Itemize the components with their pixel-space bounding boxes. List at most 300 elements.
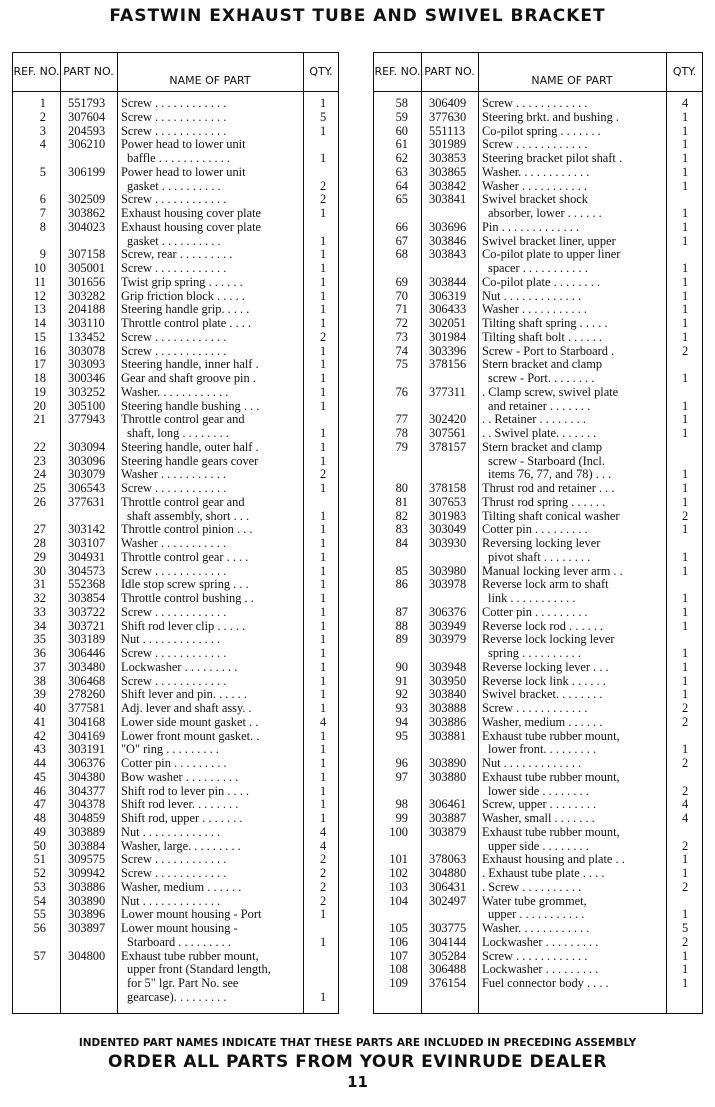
qty-cell: 1: [320, 357, 327, 372]
qty-cell: 2: [682, 756, 689, 770]
table-row: [374, 152, 702, 166]
qty-cell: 2: [320, 192, 327, 207]
table-row: [13, 207, 338, 221]
part-number-cell: 303889: [68, 824, 106, 839]
part-number-cell: 303142: [68, 522, 106, 537]
part-name-cell: Washer . . . . . . . . . . .: [121, 468, 226, 482]
qty-cell: 1: [320, 274, 327, 289]
table-row: [374, 482, 702, 496]
ref-cell: 54: [33, 893, 46, 908]
ref-cell: 39: [33, 687, 46, 702]
qty-cell: 1: [682, 742, 689, 757]
table-row: [374, 276, 702, 290]
part-name-cell: Steering handle, outer half .: [121, 440, 259, 454]
part-name-cell: Bow washer . . . . . . . . .: [121, 770, 239, 784]
part-name-cell: "O" ring . . . . . . . . .: [121, 743, 219, 757]
part-name-cell: Shift lever and pin. . . . . .: [121, 688, 247, 702]
table-row: [13, 771, 338, 785]
table-row: [13, 633, 338, 647]
qty-cell: 2: [320, 879, 327, 894]
qty-cell: 1: [682, 412, 689, 427]
part-name-cell: lower front. . . . . . . . .: [488, 743, 597, 757]
ref-cell: 61: [395, 137, 408, 152]
part-name-cell: Exhaust tube rubber mount,: [482, 825, 620, 839]
table-row: [13, 606, 338, 620]
table-row: [374, 207, 702, 221]
part-name-cell: Shift rod lever. . . . . . . .: [121, 798, 239, 812]
qty-cell: 1: [682, 522, 689, 537]
part-name-cell: upper . . . . . . . . . . .: [488, 908, 585, 922]
ref-cell: 29: [33, 549, 46, 564]
part-name-cell: Exhaust tube rubber mount,: [121, 949, 259, 963]
ref-cell: 2: [39, 109, 46, 124]
part-name-cell: Fuel connector body . . . .: [482, 977, 609, 990]
part-number-cell: 303881: [429, 728, 467, 743]
part-name-cell: Exhaust housing cover plate: [121, 207, 262, 220]
part-name-cell: Screw . . . . . . . . . . . .: [121, 482, 227, 495]
part-number-cell: 303930: [429, 536, 467, 550]
qty-cell: 1: [320, 673, 327, 688]
table-row: [374, 510, 702, 524]
qty-cell: 1: [682, 494, 689, 509]
ref-cell: 52: [33, 866, 46, 880]
part-name-cell: Cotter pin . . . . . . . . .: [482, 605, 588, 619]
part-name-cell: Grip friction block . . . . .: [121, 289, 245, 303]
parts-table-right: [373, 52, 703, 1014]
table-row: [374, 675, 702, 689]
ref-cell: 6: [39, 192, 46, 207]
qty-cell: 1: [320, 591, 327, 605]
part-name-cell: Throttle control gear and: [121, 495, 245, 509]
qty-cell: 2: [682, 934, 689, 949]
part-number-cell: 378158: [429, 481, 467, 495]
ref-cell: 31: [33, 577, 46, 592]
table-row: [13, 510, 338, 524]
qty-cell: 1: [682, 673, 689, 688]
part-number-cell: 303840: [429, 687, 467, 702]
part-name-cell: Washer, small . . . . . . .: [482, 812, 595, 825]
table-row: [13, 743, 338, 757]
ref-cell: 17: [33, 357, 46, 372]
qty-cell: 2: [320, 893, 327, 908]
table-row: [13, 413, 338, 427]
ref-cell: 65: [395, 192, 408, 207]
part-number-cell: 304023: [68, 219, 106, 234]
part-name-cell: Steering handle bushing . . .: [121, 399, 260, 413]
ref-cell: 84: [395, 536, 408, 550]
table-row: [13, 303, 338, 317]
table-row: [13, 551, 338, 565]
table-row: [374, 523, 702, 537]
part-name-cell: screw - Starboard (Incl.: [488, 454, 605, 468]
ref-cell: 57: [33, 948, 46, 963]
part-number-cell: 303282: [68, 288, 106, 303]
part-name-cell: Washer, large. . . . . . . . .: [121, 839, 241, 853]
part-name-cell: Shift rod, upper . . . . . . .: [121, 812, 243, 825]
qty-cell: 1: [320, 316, 327, 330]
part-number-cell: 305284: [429, 948, 467, 963]
part-name-cell: Reverse lock locking lever: [482, 633, 615, 647]
part-name-cell: Washer . . . . . . . . . . .: [482, 303, 587, 317]
ref-cell: 91: [395, 673, 408, 688]
part-name-cell: Twist grip spring . . . . . .: [121, 275, 243, 289]
table-row: [374, 922, 702, 936]
part-name-cell: Throttle control gear . . . .: [121, 550, 249, 564]
ref-cell: 70: [395, 288, 408, 303]
part-name-cell: Stern bracket and clamp: [482, 440, 603, 454]
ref-cell: 92: [395, 687, 408, 702]
part-number-cell: 307653: [429, 494, 467, 509]
page-number: 11: [347, 1073, 368, 1091]
qty-cell: 1: [320, 797, 327, 812]
qty-cell: 2: [682, 508, 689, 523]
part-name-cell: gearcase). . . . . . . . .: [127, 990, 227, 1004]
header-qty: QTY.: [309, 65, 333, 78]
table-row: [374, 248, 702, 262]
part-name-cell: Shift rod to lever pin . . . .: [121, 784, 250, 798]
part-name-cell: Cotter pin . . . . . . . . .: [121, 757, 227, 770]
qty-cell: 4: [320, 714, 327, 729]
part-number-cell: 278260: [68, 687, 106, 702]
table-row: [13, 152, 338, 166]
ref-cell: 96: [395, 756, 408, 770]
ref-cell: 27: [33, 522, 46, 537]
part-number-cell: 309575: [68, 852, 106, 867]
ref-cell: 58: [395, 96, 408, 110]
ref-cell: 108: [389, 962, 408, 977]
table-row: [374, 647, 702, 661]
table-row: [13, 496, 338, 510]
part-name-cell: Screw . . . . . . . . . . . .: [482, 702, 588, 715]
part-name-cell: Steering handle grip. . . . .: [121, 303, 250, 317]
ref-cell: 5: [39, 164, 46, 179]
part-number-cell: 309942: [68, 866, 106, 880]
part-name-cell: Lower side mount gasket . .: [121, 715, 259, 729]
parts-table-left: [12, 52, 339, 1014]
table-row: [374, 977, 702, 991]
table-row: [13, 867, 338, 881]
table-row: [374, 963, 702, 977]
footnote: INDENTED PART NAMES INDICATE THAT THESE PARTS ARE INCLUDED IN PRECEDING ASSEMBLY: [78, 1037, 637, 1049]
part-name-cell: link . . . . . . . . . . .: [488, 592, 576, 605]
part-number-cell: 551793: [68, 96, 106, 110]
part-number-cell: 303853: [429, 151, 467, 165]
part-name-cell: Exhaust housing and plate . .: [482, 853, 625, 867]
table-row: [374, 661, 702, 675]
table-row: [13, 991, 338, 1005]
table-row: [13, 757, 338, 771]
part-number-cell: 376154: [429, 976, 467, 990]
table-row: [13, 97, 338, 111]
table-row: [13, 730, 338, 744]
part-number-cell: 300346: [68, 371, 106, 385]
part-name-cell: Washer. . . . . . . . . . . .: [482, 922, 590, 935]
ref-cell: 28: [33, 536, 46, 550]
table-row: [13, 950, 338, 964]
part-name-cell: Thrust rod and retainer . . .: [482, 482, 615, 495]
table-row: [374, 97, 702, 111]
qty-cell: 1: [682, 219, 689, 234]
part-name-cell: Screw, rear . . . . . . . . .: [121, 248, 233, 262]
qty-cell: 1: [682, 329, 689, 344]
table-row: [374, 743, 702, 757]
part-name-cell: . Screw . . . . . . . . . .: [482, 880, 582, 894]
ref-cell: 99: [395, 811, 408, 825]
qty-cell: 4: [682, 797, 689, 812]
table-row: [374, 496, 702, 510]
part-name-cell: shaft assembly, short . . .: [127, 509, 250, 523]
part-number-cell: 303854: [68, 591, 106, 605]
ref-cell: 50: [33, 838, 46, 853]
part-number-cell: 302497: [429, 893, 467, 908]
qty-cell: 1: [320, 384, 327, 399]
qty-cell: 2: [682, 783, 689, 798]
part-name-cell: Lower mount housing - Port: [121, 908, 262, 922]
table-row: [374, 138, 702, 152]
part-name-cell: Screw . . . . . . . . . . . .: [121, 564, 227, 578]
part-name-cell: Reverse lock rod . . . . . .: [482, 619, 604, 633]
part-number-cell: 303844: [429, 274, 467, 289]
qty-cell: 1: [682, 604, 689, 619]
part-number-cell: 301989: [429, 137, 467, 152]
part-number-cell: 303862: [68, 206, 106, 220]
table-row: [13, 922, 338, 936]
part-number-cell: 303096: [68, 453, 106, 468]
qty-cell: 1: [682, 563, 689, 578]
part-name-cell: Co-pilot spring . . . . . . .: [482, 124, 601, 138]
part-number-cell: 303843: [429, 247, 467, 262]
part-name-cell: Co-pilot plate to upper liner: [482, 248, 621, 262]
ref-cell: 56: [33, 921, 46, 935]
qty-cell: 4: [320, 824, 327, 839]
ref-cell: 64: [395, 178, 408, 193]
ref-cell: 48: [33, 811, 46, 825]
ref-cell: 30: [33, 563, 46, 578]
part-number-cell: 306409: [429, 96, 467, 110]
qty-cell: 1: [320, 343, 327, 358]
part-number-cell: 304800: [68, 948, 106, 963]
qty-cell: 1: [682, 618, 689, 633]
ref-cell: 68: [395, 247, 408, 262]
part-number-cell: 306468: [68, 673, 106, 688]
ref-cell: 51: [33, 852, 46, 867]
part-number-cell: 304859: [68, 811, 106, 825]
qty-cell: 5: [682, 921, 689, 935]
table-row: [13, 372, 338, 386]
qty-cell: 1: [682, 659, 689, 674]
table-row: [374, 551, 702, 565]
table-row: [13, 908, 338, 922]
ref-cell: 53: [33, 879, 46, 894]
table-row: [374, 331, 702, 345]
table-row: [13, 290, 338, 304]
header-divider: [13, 91, 338, 92]
table-row: [374, 702, 702, 716]
part-name-cell: Thrust rod spring . . . . . .: [482, 495, 606, 509]
ref-cell: 63: [395, 164, 408, 179]
table-row: [13, 400, 338, 414]
part-number-cell: 552368: [68, 577, 106, 592]
ref-cell: 105: [389, 921, 408, 935]
ref-cell: 12: [33, 288, 46, 303]
part-number-cell: 303696: [429, 219, 467, 234]
ref-cell: 101: [389, 852, 408, 867]
part-name-cell: Stern bracket and clamp: [482, 358, 603, 372]
table-row: [13, 675, 338, 689]
ref-cell: 13: [33, 302, 46, 317]
part-name-cell: . Exhaust tube plate . . . .: [482, 867, 605, 880]
part-name-cell: Swivel bracket liner, upper: [482, 234, 616, 248]
qty-cell: 1: [320, 398, 327, 413]
qty-cell: 1: [320, 481, 327, 495]
header-qty: QTY.: [672, 65, 697, 78]
part-name-cell: Power head to lower unit: [121, 138, 246, 152]
ref-cell: 95: [395, 728, 408, 743]
part-number-cell: 303252: [68, 384, 106, 399]
qty-cell: 1: [682, 151, 689, 165]
qty-cell: 1: [682, 467, 689, 482]
ref-cell: 104: [389, 893, 408, 908]
table-row: [374, 798, 702, 812]
qty-cell: 1: [682, 426, 689, 440]
part-name-cell: Washer . . . . . . . . . . .: [482, 179, 587, 193]
ref-cell: 49: [33, 824, 46, 839]
table-row: [374, 235, 702, 249]
ref-cell: 38: [33, 673, 46, 688]
part-name-cell: and retainer . . . . . . .: [488, 399, 591, 413]
qty-cell: 2: [682, 879, 689, 894]
table-row: [374, 565, 702, 579]
part-number-cell: 306210: [68, 137, 106, 152]
ref-cell: 78: [395, 426, 408, 440]
part-number-cell: 306488: [429, 962, 467, 977]
table-row: [13, 427, 338, 441]
qty-cell: 1: [320, 522, 327, 537]
table-row: [13, 702, 338, 716]
ref-cell: 93: [395, 701, 408, 715]
table-row: [13, 853, 338, 867]
part-name-cell: Screw . . . . . . . . . . . .: [121, 330, 227, 344]
ref-cell: 24: [33, 467, 46, 482]
part-name-cell: Pin . . . . . . . . . . . . .: [482, 220, 580, 234]
part-name-cell: Screw . . . . . . . . . . . .: [121, 344, 227, 358]
part-name-cell: . . Retainer . . . . . . . .: [482, 413, 586, 427]
part-name-cell: Exhaust tube rubber mount,: [482, 729, 620, 743]
part-number-cell: 303841: [429, 192, 467, 207]
part-name-cell: Steering bracket pilot shaft .: [482, 152, 623, 165]
part-number-cell: 303980: [429, 563, 467, 578]
ref-cell: 109: [389, 976, 408, 990]
qty-cell: 1: [682, 274, 689, 289]
part-name-cell: Washer . . . . . . . . . . .: [121, 537, 226, 550]
qty-cell: 1: [682, 866, 689, 880]
ref-cell: 22: [33, 439, 46, 454]
part-name-cell: Screw . . . . . . . . . . . .: [482, 138, 588, 152]
ref-cell: 82: [395, 508, 408, 523]
ref-cell: 11: [34, 274, 46, 289]
ref-cell: 77: [395, 412, 408, 427]
ref-cell: 33: [33, 604, 46, 619]
ref-cell: 10: [33, 261, 46, 275]
qty-cell: 1: [320, 742, 327, 757]
part-number-cell: 305001: [68, 261, 106, 275]
ref-cell: 15: [33, 329, 46, 344]
part-name-cell: Starboard . . . . . . . . .: [127, 935, 231, 949]
ref-cell: 36: [33, 646, 46, 660]
table-row: [374, 757, 702, 771]
qty-cell: 1: [320, 151, 327, 165]
qty-cell: 1: [320, 288, 327, 303]
table-row: [13, 812, 338, 826]
ref-cell: 75: [395, 357, 408, 372]
part-name-cell: Washer. . . . . . . . . . . .: [482, 165, 590, 179]
part-number-cell: 204188: [68, 302, 106, 317]
part-name-cell: Tilting shaft spring . . . . .: [482, 317, 608, 330]
part-name-cell: Steering handle gears cover: [121, 454, 259, 468]
part-number-cell: 303887: [429, 811, 467, 825]
part-number-cell: 377631: [68, 494, 106, 509]
ref-cell: 98: [395, 797, 408, 812]
table-row: [374, 455, 702, 469]
qty-cell: 2: [682, 838, 689, 853]
header-part: PART NO.: [424, 65, 475, 78]
header-ref: REF. NO.: [374, 65, 421, 78]
qty-cell: 1: [682, 178, 689, 193]
ref-cell: 71: [395, 302, 408, 317]
part-number-cell: 301984: [429, 329, 467, 344]
qty-cell: 1: [320, 371, 327, 385]
part-number-cell: 303879: [429, 824, 467, 839]
table-row: [13, 345, 338, 359]
part-name-cell: . . Swivel plate. . . . . . .: [482, 427, 597, 440]
part-number-cell: 304931: [68, 549, 106, 564]
part-number-cell: 303886: [68, 879, 106, 894]
ref-cell: 35: [33, 632, 46, 647]
part-number-cell: 377311: [429, 384, 466, 399]
part-number-cell: 303886: [429, 714, 467, 729]
table-row: [13, 248, 338, 262]
ref-cell: 41: [33, 714, 46, 729]
ref-cell: 42: [33, 728, 46, 743]
qty-cell: 1: [320, 426, 327, 440]
qty-cell: 2: [320, 178, 327, 193]
qty-cell: 1: [682, 261, 689, 275]
part-name-cell: gasket . . . . . . . . . .: [127, 179, 221, 193]
ref-cell: 47: [33, 797, 46, 812]
qty-cell: 1: [682, 948, 689, 963]
part-name-cell: shaft, long . . . . . . . .: [127, 427, 229, 440]
qty-cell: 1: [682, 164, 689, 179]
table-row: [13, 166, 338, 180]
table-row: [13, 716, 338, 730]
part-name-cell: Screw, upper . . . . . . . .: [482, 798, 597, 812]
qty-cell: 1: [320, 646, 327, 660]
qty-cell: 1: [682, 288, 689, 303]
part-number-cell: 303950: [429, 673, 467, 688]
part-name-cell: Tilting shaft conical washer: [482, 509, 620, 523]
part-name-cell: Screw . . . . . . . . . . . .: [121, 124, 227, 138]
table-row: [13, 221, 338, 235]
qty-cell: 1: [682, 591, 689, 605]
ref-cell: 67: [395, 233, 408, 248]
dealer-notice: ORDER ALL PARTS FROM YOUR EVINRUDE DEALER: [108, 1052, 607, 1072]
part-number-cell: 304880: [429, 866, 467, 880]
ref-cell: 8: [39, 219, 46, 234]
qty-cell: 1: [320, 989, 327, 1004]
table-row: [13, 455, 338, 469]
qty-cell: 1: [682, 481, 689, 495]
table-row: [13, 578, 338, 592]
